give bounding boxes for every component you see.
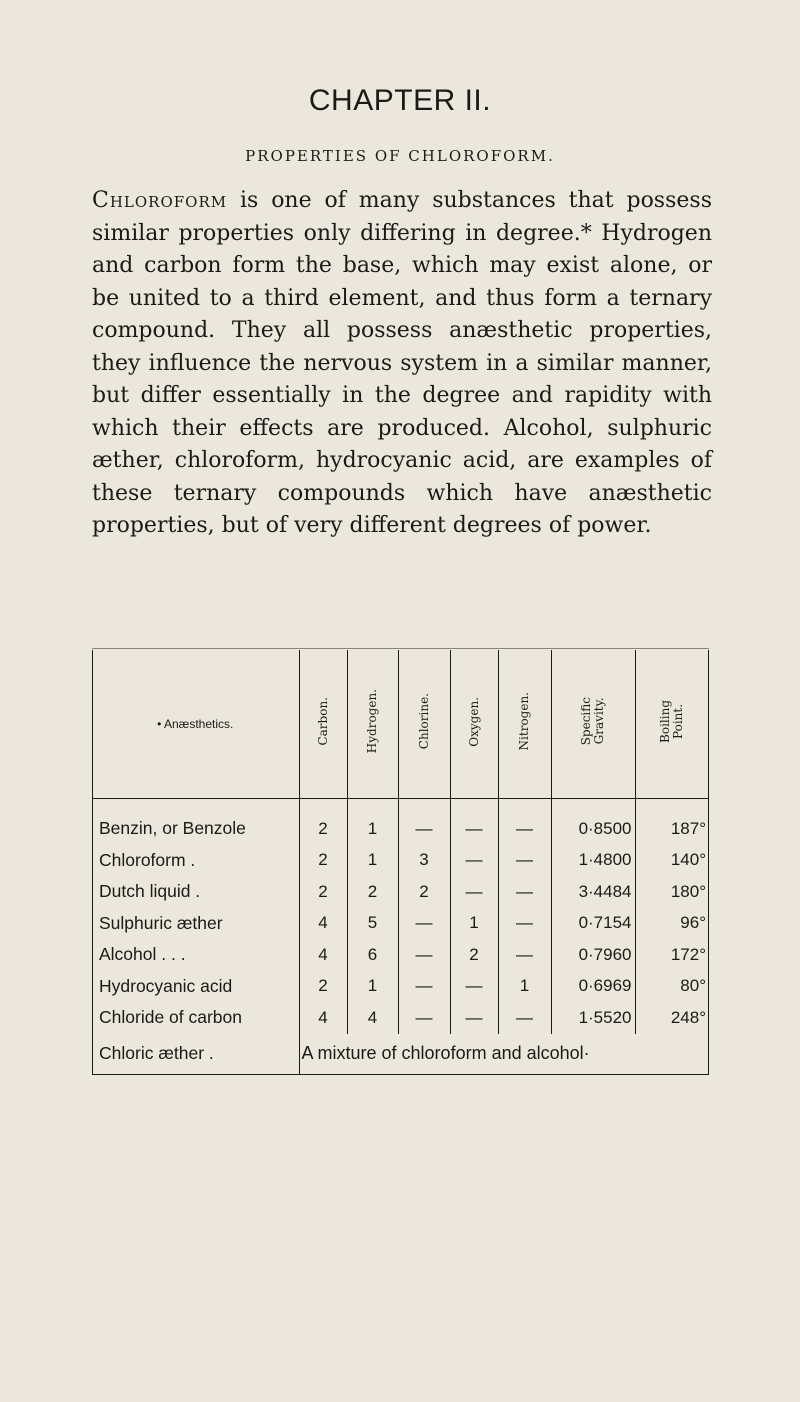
cell-mixture-note: A mixture of chloroform and alcohol· <box>299 1034 709 1075</box>
cell-boiling-point: 96° <box>635 908 709 940</box>
cell-chlorine: — <box>398 971 450 1003</box>
paragraph-body: is one of many substances that possess similar properties only differing in degree.* Hydrogen and carbon form the base, which may exist alone, or be united to a third element, and thus form a ternary compound. They all possess anæsthetic properties, they influence the nervous system in a similar manner, but differ essentially in the degree and rapidity with which their effects are produced. Alcohol, sulphuric æther, chloroform, hydrocyanic acid, are examples of these ternary compounds which have anæsthetic properties, but of very different degrees of power. <box>92 188 712 538</box>
cell-nitrogen: — <box>498 845 551 877</box>
cell-oxygen: — <box>450 1002 498 1034</box>
cell-oxygen: — <box>450 876 498 908</box>
cell-carbon: 2 <box>299 876 347 908</box>
cell-substance-name: Hydrocyanic acid <box>99 975 233 996</box>
section-title: PROPERTIES OF CHLOROFORM. <box>245 147 555 165</box>
header-nitrogen: Nitrogen. <box>498 650 551 799</box>
cell-chlorine: 2 <box>398 876 450 908</box>
table-row <box>92 845 709 877</box>
cell-substance-name: Chloride of carbon <box>99 1007 242 1028</box>
cell-carbon: 2 <box>299 799 347 845</box>
cell-chlorine: — <box>398 939 450 971</box>
table-row <box>92 971 709 1003</box>
cell-hydrogen: 2 <box>347 876 398 908</box>
cell-nitrogen: 1 <box>498 971 551 1003</box>
cell-hydrogen: 5 <box>347 908 398 940</box>
cell-chlorine: — <box>398 1002 450 1034</box>
header-anaesthetics: • Anæsthetics. <box>92 650 299 799</box>
body-paragraph <box>92 185 712 543</box>
header-hydrogen: Hydrogen. <box>347 650 398 799</box>
cell-specific-gravity: 1·5520 <box>551 1002 635 1034</box>
cell-boiling-point: 187° <box>635 799 709 845</box>
cell-carbon: 2 <box>299 845 347 877</box>
cell-substance-name: Chloric æther . <box>92 1034 299 1075</box>
cell-boiling-point: 248° <box>635 1002 709 1034</box>
cell-specific-gravity: 0·7154 <box>551 908 635 940</box>
cell-boiling-point: 172° <box>635 939 709 971</box>
chapter-title: CHAPTER II. <box>308 84 492 117</box>
cell-specific-gravity: 0·6969 <box>551 971 635 1003</box>
cell-nitrogen: — <box>498 876 551 908</box>
table-row <box>92 1034 709 1075</box>
cell-chlorine: 3 <box>398 845 450 877</box>
header-boiling-point: Boiling Point. <box>635 650 709 799</box>
cell-hydrogen: 1 <box>347 799 398 845</box>
table-header-row <box>92 650 709 799</box>
cell-substance-name: Alcohol . . . <box>99 944 186 965</box>
cell-carbon: 2 <box>299 971 347 1003</box>
cell-hydrogen: 6 <box>347 939 398 971</box>
table-row <box>92 908 709 940</box>
table-row <box>92 876 709 908</box>
cell-chlorine: — <box>398 908 450 940</box>
table-row <box>92 799 709 845</box>
table-row <box>92 1002 709 1034</box>
header-oxygen: Oxygen. <box>450 650 498 799</box>
header-carbon: Carbon. <box>299 650 347 799</box>
cell-hydrogen: 1 <box>347 971 398 1003</box>
cell-oxygen: — <box>450 799 498 845</box>
table-body <box>92 799 709 1075</box>
cell-nitrogen: — <box>498 908 551 940</box>
anaesthetics-table <box>92 650 709 1075</box>
cell-specific-gravity: 0·7960 <box>551 939 635 971</box>
cell-nitrogen: — <box>498 939 551 971</box>
cell-substance-name: Chloroform . <box>99 849 196 870</box>
cell-substance-name: Benzin, or Benzole <box>99 818 246 839</box>
cell-substance-name: Dutch liquid . <box>99 881 201 902</box>
cell-nitrogen: — <box>498 799 551 845</box>
cell-hydrogen: 1 <box>347 845 398 877</box>
cell-oxygen: — <box>450 845 498 877</box>
cell-boiling-point: 180° <box>635 876 709 908</box>
header-chlorine: Chlorine. <box>398 650 450 799</box>
paragraph-text <box>92 185 712 543</box>
header-specific-gravity: Specific Gravity. <box>551 650 635 799</box>
cell-boiling-point: 140° <box>635 845 709 877</box>
cell-carbon: 4 <box>299 939 347 971</box>
cell-substance-name: Sulphuric æther <box>99 912 223 933</box>
cell-specific-gravity: 3·4484 <box>551 876 635 908</box>
table-top-rule <box>92 648 709 649</box>
cell-specific-gravity: 0·8500 <box>551 799 635 845</box>
cell-oxygen: 2 <box>450 939 498 971</box>
paragraph-lead: Chloroform <box>92 188 228 213</box>
cell-oxygen: — <box>450 971 498 1003</box>
cell-chlorine: — <box>398 799 450 845</box>
cell-nitrogen: — <box>498 1002 551 1034</box>
cell-hydrogen: 4 <box>347 1002 398 1034</box>
table-row <box>92 939 709 971</box>
cell-oxygen: 1 <box>450 908 498 940</box>
cell-carbon: 4 <box>299 908 347 940</box>
cell-carbon: 4 <box>299 1002 347 1034</box>
cell-boiling-point: 80° <box>635 971 709 1003</box>
cell-specific-gravity: 1·4800 <box>551 845 635 877</box>
